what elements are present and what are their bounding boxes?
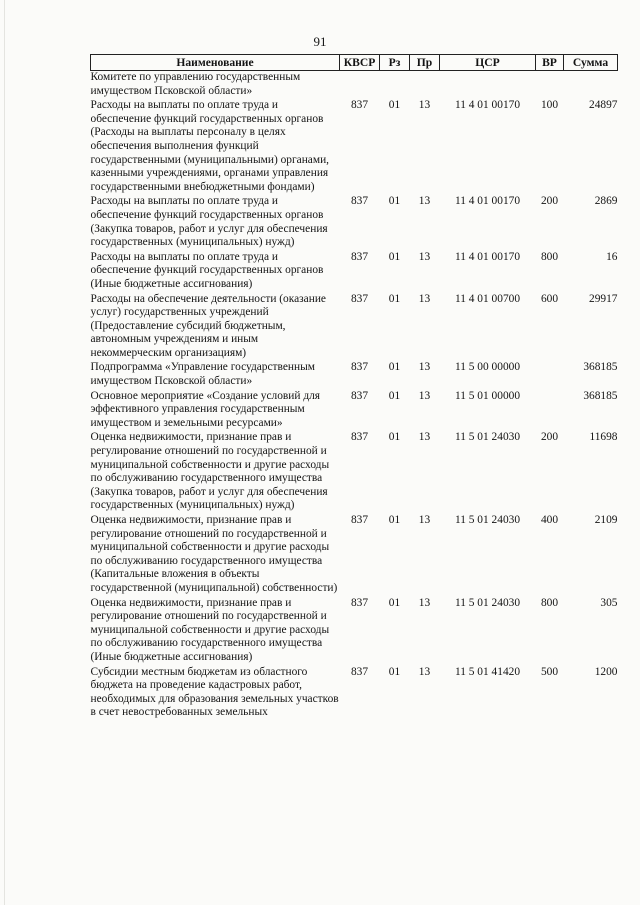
- cell-kvsr: 837: [350, 431, 369, 444]
- cell-csr: 11 5 01 00000: [454, 389, 521, 402]
- cell-pr: [410, 71, 440, 100]
- header-name: Наименование: [91, 55, 340, 71]
- cell-sum: 368185: [583, 361, 618, 374]
- cell-vr: 800: [540, 250, 559, 263]
- cell-vr: 800: [540, 596, 559, 609]
- cell-sum: 29917: [589, 292, 618, 305]
- cell-name: Основное мероприятие «Создание условий для эффективного управления государственным имуществом и земельными ресурсами»: [90, 389, 321, 429]
- cell-kvsr: 837: [350, 389, 369, 402]
- cell-pr: 13: [418, 665, 431, 678]
- header-csr: ЦСР: [440, 55, 536, 71]
- cell-csr: [440, 71, 536, 100]
- cell-kvsr: 837: [350, 361, 369, 374]
- cell-name: Расходы на выплаты по оплате труда и обеспечение функций государственных органов (Иные бюджетные ассигнования): [90, 250, 324, 290]
- cell-name: Оценка недвижимости, признание прав и регулирование отношений по государственной и муниципальной собственности и другие расходы по обслуживанию государственного имущества (Закупка товаров, работ и услуг для обеспечения государственных (муниципальных) нужд): [90, 431, 330, 512]
- table-row: [91, 71, 618, 100]
- cell-sum: 11698: [589, 431, 618, 444]
- cell-sum: 368185: [583, 389, 618, 402]
- cell-pr: 13: [418, 99, 431, 112]
- cell-csr: 11 4 01 00170: [454, 99, 521, 112]
- cell-vr: 100: [540, 99, 559, 112]
- cell-kvsr: 837: [350, 99, 369, 112]
- cell-vr: [536, 390, 564, 432]
- cell-name: Расходы на выплаты по оплате труда и обеспечение функций государственных органов (Расходы на выплаты персоналу в целях обеспечения выполнения функций государственными (муниципальными) органами, казенными учреждениями, органами управления государственными внебюджетными фондами): [90, 99, 330, 193]
- cell-name: Оценка недвижимости, признание прав и регулирование отношений по государственной и муниципальной собственности и другие расходы по обслуживанию государственного имущества (Капитальные вложения в объекты государственной (муниципальной) собственности): [90, 514, 338, 594]
- cell-csr: 11 5 00 00000: [454, 361, 521, 374]
- cell-name: Расходы на выплаты по оплате труда и обеспечение функций государственных органов (Закупка товаров, работ и услуг для обеспечения государственных (муниципальных) нужд): [90, 195, 328, 249]
- cell-kvsr: [340, 71, 380, 100]
- cell-kvsr: 837: [350, 250, 369, 263]
- header-pr: Пр: [410, 55, 440, 71]
- header-kvsr: КВСР: [340, 55, 380, 71]
- header-sum: Сумма: [564, 55, 618, 71]
- cell-sum: [564, 71, 618, 100]
- cell-pr: 13: [418, 596, 431, 609]
- cell-csr: 11 5 01 41420: [454, 665, 521, 678]
- cell-rz: 01: [388, 665, 401, 678]
- cell-rz: 01: [388, 596, 401, 609]
- cell-vr: 200: [540, 431, 559, 444]
- page-number: 91: [313, 34, 327, 49]
- header-vr: ВР: [536, 55, 564, 71]
- cell-sum: 16: [606, 250, 618, 263]
- cell-sum: 305: [600, 596, 618, 609]
- cell-kvsr: 837: [350, 596, 369, 609]
- table-row: [91, 361, 618, 389]
- cell-rz: 01: [388, 361, 401, 374]
- cell-rz: 01: [388, 431, 401, 444]
- cell-vr: 500: [540, 665, 559, 678]
- cell-sum: 2109: [594, 514, 618, 526]
- table-row: [91, 293, 618, 362]
- cell-name: Подпрограмма «Управление государственным имуществом Псковской области»: [90, 361, 315, 388]
- cell-csr: 11 5 01 24030: [454, 596, 521, 609]
- table-header-row: [91, 55, 618, 71]
- cell-kvsr: 837: [350, 514, 369, 526]
- cell-vr: [536, 361, 564, 389]
- table-row: [91, 251, 618, 293]
- cell-vr: 400: [540, 514, 559, 526]
- cell-csr: 11 4 01 00170: [454, 250, 521, 263]
- table-row: [91, 431, 618, 514]
- cell-rz: 01: [388, 99, 401, 112]
- cell-rz: 01: [388, 389, 401, 402]
- cell-name: Субсидии местным бюджетам из областного бюджета на проведение кадастровых работ, необходимых для образования земельных участков в счет невостребованных земельных: [90, 665, 339, 719]
- cell-pr: 13: [418, 389, 431, 402]
- table-row: [91, 514, 618, 597]
- header-rz: Рз: [380, 55, 410, 71]
- cell-rz: 01: [388, 292, 401, 305]
- cell-vr: 200: [540, 195, 559, 208]
- cell-csr: 11 5 01 24030: [454, 431, 521, 444]
- cell-pr: 13: [418, 514, 431, 526]
- cell-rz: 01: [388, 195, 401, 208]
- cell-rz: 01: [388, 250, 401, 263]
- cell-csr: 11 4 01 00700: [454, 292, 521, 305]
- cell-pr: 13: [418, 195, 431, 208]
- table-row: [91, 390, 618, 432]
- cell-pr: 13: [418, 431, 431, 444]
- cell-rz: 01: [388, 514, 401, 526]
- cell-csr: 11 5 01 24030: [454, 514, 521, 526]
- table-row: [91, 99, 618, 195]
- cell-sum: 2869: [594, 195, 618, 208]
- cell-vr: 600: [540, 292, 559, 305]
- cell-csr: 11 4 01 00170: [454, 195, 521, 208]
- cell-rz: [380, 71, 410, 100]
- cell-kvsr: 837: [350, 292, 369, 305]
- cell-kvsr: 837: [350, 195, 369, 208]
- cell-kvsr: 837: [350, 665, 369, 678]
- cell-pr: 13: [418, 250, 431, 263]
- cell-pr: 13: [418, 292, 431, 305]
- budget-table: [90, 54, 618, 721]
- page-edge-line: [4, 0, 5, 905]
- cell-name: Расходы на обеспечение деятельности (оказание услуг) государственных учреждений (Предоставление субсидий бюджетным, автономным учреждениям и иным некоммерческим организациям): [90, 292, 326, 359]
- cell-sum: 1200: [594, 665, 618, 678]
- table-row: [91, 666, 618, 721]
- table-body: [91, 71, 618, 721]
- cell-name: Оценка недвижимости, признание прав и регулирование отношений по государственной и муниципальной собственности и другие расходы по обслуживанию государственного имущества (Иные бюджетные ассигнования): [90, 596, 330, 663]
- table-row: [91, 195, 618, 250]
- cell-name: Комитете по управлению государственным имуществом Псковской области»: [90, 71, 301, 97]
- cell-pr: 13: [418, 361, 431, 374]
- cell-vr: [536, 71, 564, 100]
- table-row: [91, 597, 618, 666]
- cell-sum: 24897: [589, 99, 618, 112]
